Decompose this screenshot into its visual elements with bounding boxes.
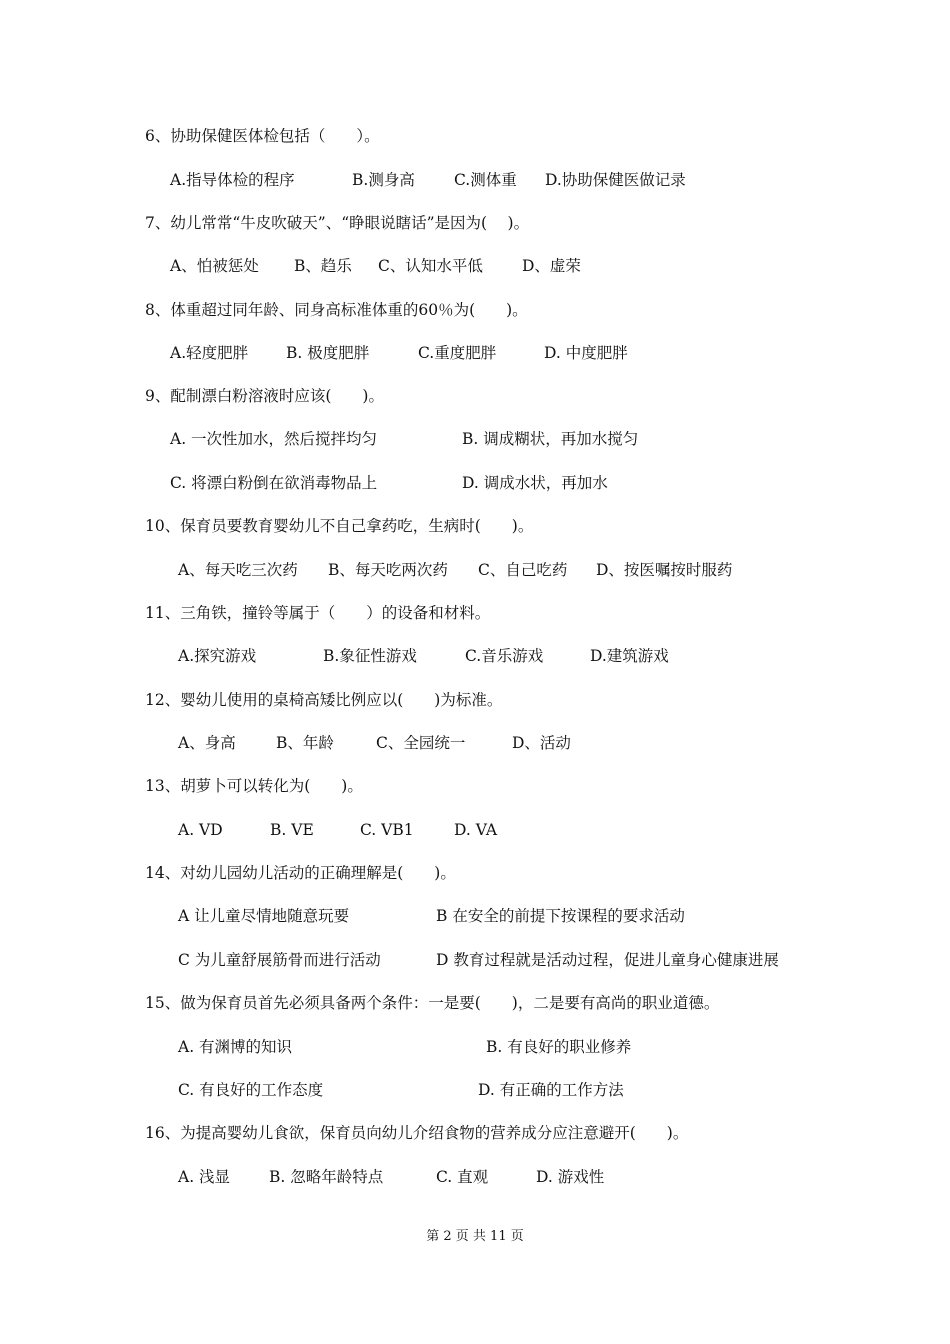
option-c: C.音乐游戏 (465, 647, 544, 665)
option-d: D、活动 (512, 734, 571, 752)
option-a: A.指导体检的程序 (170, 171, 295, 189)
option-b: B. VE (270, 821, 314, 839)
option-c: C.测体重 (454, 171, 517, 189)
option-b: B. 忽略年龄特点 (269, 1168, 384, 1186)
option-a: A. 浅显 (178, 1168, 231, 1186)
question-14-stem: 14、对幼儿园幼儿活动的正确理解是( )。 (145, 864, 456, 882)
option-a: A.探究游戏 (178, 647, 257, 665)
option-c: C 为儿童舒展筋骨而进行活动 (178, 951, 381, 969)
option-a: A.轻度肥胖 (170, 344, 249, 362)
option-b: B、每天吃两次药 (328, 561, 448, 579)
option-d: D. 调成水状，再加水 (462, 474, 608, 492)
option-a: A. VD (178, 821, 223, 839)
option-d: D、虚荣 (522, 257, 581, 275)
question-12-stem: 12、婴幼儿使用的桌椅高矮比例应以( )为标准。 (145, 691, 503, 709)
question-13-stem: 13、胡萝卜可以转化为( )。 (145, 777, 363, 795)
question-11-stem: 11、三角铁，撞铃等属于（ ）的设备和材料。 (145, 604, 491, 622)
option-b: B. 有良好的职业修养 (486, 1038, 632, 1056)
option-c: C. VB1 (360, 821, 414, 839)
option-d: D.建筑游戏 (590, 647, 669, 665)
question-16-stem: 16、为提高婴幼儿食欲，保育员向幼儿介绍食物的营养成分应注意避开( )。 (145, 1124, 689, 1142)
option-a: A. 一次性加水，然后搅拌均匀 (170, 430, 378, 448)
question-8-stem: 8、体重超过同年龄、同身高标准体重的60％为( )。 (145, 301, 528, 319)
option-a: A. 有渊博的知识 (178, 1038, 293, 1056)
option-d: D、按医嘱按时服药 (596, 561, 733, 579)
option-b: B 在安全的前提下按课程的要求活动 (436, 907, 685, 925)
option-d: D.协助保健医做记录 (545, 171, 686, 189)
question-10-stem: 10、保育员要教育婴幼儿不自己拿药吃，生病时( )。 (145, 517, 534, 535)
option-a: A、怕被惩处 (170, 257, 259, 275)
option-b: B.象征性游戏 (323, 647, 417, 665)
option-c: C.重度肥胖 (418, 344, 497, 362)
option-b: B、趋乐 (294, 257, 352, 275)
option-b: B.测身高 (352, 171, 415, 189)
option-c: C. 直观 (436, 1168, 489, 1186)
option-b: B. 调成糊状，再加水搅匀 (462, 430, 639, 448)
option-a: A、每天吃三次药 (178, 561, 298, 579)
option-b: B. 极度肥胖 (286, 344, 370, 362)
option-a: A 让儿童尽情地随意玩要 (178, 907, 350, 925)
option-c: C. 有良好的工作态度 (178, 1081, 324, 1099)
option-a: A、身高 (178, 734, 236, 752)
question-15-stem: 15、做为保育员首先必须具备两个条件：一是要( )，二是要有高尚的职业道德。 (145, 994, 720, 1012)
question-7-stem: 7、幼儿常常“牛皮吹破天”、“睁眼说瞎话”是因为( )。 (145, 214, 530, 232)
option-c: C、全园统一 (376, 734, 466, 752)
question-9-stem: 9、配制漂白粉溶液时应该( )。 (145, 387, 384, 405)
question-6-stem: 6、协助保健医体检包括（ ）。 (145, 127, 380, 145)
option-d: D. VA (454, 821, 498, 839)
option-c: C. 将漂白粉倒在欲消毒物品上 (170, 474, 378, 492)
option-d: D. 有正确的工作方法 (478, 1081, 624, 1099)
option-c: C、自己吃药 (478, 561, 568, 579)
option-d: D. 游戏性 (536, 1168, 605, 1186)
option-d: D. 中度肥胖 (544, 344, 628, 362)
page-number-footer: 第 2 页 共 11 页 (426, 1229, 524, 1244)
option-c: C、认知水平低 (378, 257, 483, 275)
option-d: D 教育过程就是活动过程，促进儿童身心健康进展 (436, 951, 779, 969)
option-b: B、年龄 (276, 734, 334, 752)
